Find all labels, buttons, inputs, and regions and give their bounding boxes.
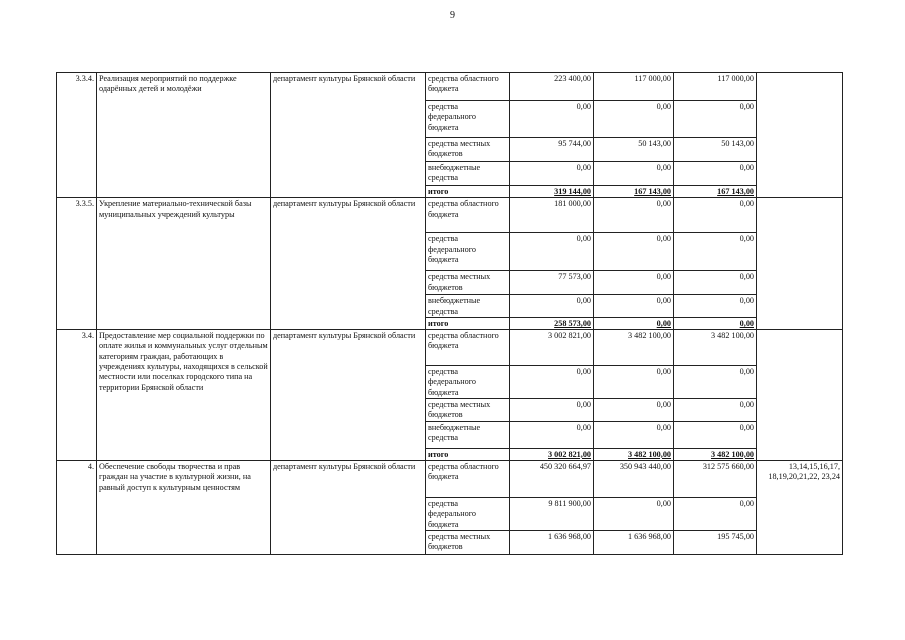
- amount-year-3: 0,00: [674, 421, 757, 448]
- amount-year-2: 0,00: [594, 317, 674, 329]
- item-executor: департамент культуры Брянской области: [271, 460, 426, 554]
- item-title: Реализация мероприятий по поддержке одарённых детей и молодёжи: [97, 73, 271, 198]
- amount-year-2: 1 636 968,00: [594, 530, 674, 554]
- item-code: 3.3.5.: [57, 198, 97, 330]
- amount-year-2: 3 482 100,00: [594, 330, 674, 366]
- amount-year-1: 3 002 821,00: [510, 330, 594, 366]
- funding-source-label: средства областного бюджета: [426, 73, 510, 101]
- funding-source-label: внебюджетные средства: [426, 421, 510, 448]
- funding-source-label: внебюджетные средства: [426, 295, 510, 318]
- amount-year-1: 258 573,00: [510, 317, 594, 329]
- funding-source-label: средства местных бюджетов: [426, 138, 510, 162]
- amount-year-3: 0,00: [674, 162, 757, 186]
- indicator-refs: [757, 198, 843, 330]
- funding-source-label: итого: [426, 448, 510, 460]
- funding-source-label: средства местных бюджетов: [426, 530, 510, 554]
- amount-year-2: 350 943 440,00: [594, 460, 674, 497]
- amount-year-2: 0,00: [594, 271, 674, 295]
- item-executor: департамент культуры Брянской области: [271, 73, 426, 198]
- amount-year-2: 0,00: [594, 101, 674, 138]
- amount-year-3: 0,00: [674, 233, 757, 271]
- table-row: [57, 73, 843, 101]
- amount-year-2: 3 482 100,00: [594, 448, 674, 460]
- amount-year-3: 3 482 100,00: [674, 448, 757, 460]
- amount-year-1: 9 811 900,00: [510, 497, 594, 530]
- funding-source-label: средства местных бюджетов: [426, 271, 510, 295]
- funding-source-label: средства федерального бюджета: [426, 233, 510, 271]
- funding-source-label: средства областного бюджета: [426, 198, 510, 233]
- amount-year-3: 0,00: [674, 497, 757, 530]
- amount-year-2: 0,00: [594, 233, 674, 271]
- budget-table: [56, 72, 843, 555]
- amount-year-1: 0,00: [510, 399, 594, 422]
- funding-source-label: внебюджетные средства: [426, 162, 510, 186]
- amount-year-2: 0,00: [594, 162, 674, 186]
- amount-year-3: 50 143,00: [674, 138, 757, 162]
- amount-year-3: 0,00: [674, 295, 757, 318]
- amount-year-1: 0,00: [510, 162, 594, 186]
- funding-source-label: средства местных бюджетов: [426, 399, 510, 422]
- amount-year-2: 167 143,00: [594, 186, 674, 198]
- indicator-refs: [757, 73, 843, 198]
- amount-year-1: 181 000,00: [510, 198, 594, 233]
- item-title: Обеспечение свободы творчества и прав граждан на участие в культурной жизни, на равный доступ к культурным ценностям: [97, 460, 271, 554]
- funding-source-label: средства федерального бюджета: [426, 101, 510, 138]
- amount-year-2: 0,00: [594, 497, 674, 530]
- amount-year-3: 0,00: [674, 101, 757, 138]
- amount-year-2: 50 143,00: [594, 138, 674, 162]
- amount-year-1: 0,00: [510, 295, 594, 318]
- amount-year-2: 0,00: [594, 295, 674, 318]
- amount-year-3: 0,00: [674, 366, 757, 399]
- amount-year-3: 3 482 100,00: [674, 330, 757, 366]
- amount-year-3: 167 143,00: [674, 186, 757, 198]
- item-code: 3.3.4.: [57, 73, 97, 198]
- amount-year-3: 0,00: [674, 399, 757, 422]
- item-title: Укрепление материально-технической базы муниципальных учреждений культуры: [97, 198, 271, 330]
- item-executor: департамент культуры Брянской области: [271, 198, 426, 330]
- amount-year-3: 117 000,00: [674, 73, 757, 101]
- amount-year-3: 0,00: [674, 271, 757, 295]
- amount-year-3: 0,00: [674, 198, 757, 233]
- funding-source-label: средства областного бюджета: [426, 330, 510, 366]
- table-row: [57, 460, 843, 497]
- amount-year-1: 319 144,00: [510, 186, 594, 198]
- item-code: 4.: [57, 460, 97, 554]
- amount-year-1: 0,00: [510, 233, 594, 271]
- amount-year-2: 0,00: [594, 399, 674, 422]
- amount-year-2: 117 000,00: [594, 73, 674, 101]
- amount-year-2: 0,00: [594, 198, 674, 233]
- indicator-refs: [757, 330, 843, 461]
- item-title: Предоставление мер социальной поддержки по оплате жилья и коммунальных услуг отдельным категориям граждан, работающих в учреждениях культуры, находящихся в сельской местности или поселках городского типа на территории Брянской области: [97, 330, 271, 461]
- amount-year-1: 223 400,00: [510, 73, 594, 101]
- funding-source-label: средства областного бюджета: [426, 460, 510, 497]
- indicator-refs: 13,14,15,16,17, 18,19,20,21,22, 23,24: [757, 460, 843, 554]
- item-code: 3.4.: [57, 330, 97, 461]
- page-number: 9: [450, 10, 455, 21]
- amount-year-3: 312 575 660,00: [674, 460, 757, 497]
- amount-year-1: 3 002 821,00: [510, 448, 594, 460]
- amount-year-1: 1 636 968,00: [510, 530, 594, 554]
- table-row: [57, 198, 843, 233]
- funding-source-label: итого: [426, 317, 510, 329]
- amount-year-2: 0,00: [594, 366, 674, 399]
- item-executor: департамент культуры Брянской области: [271, 330, 426, 461]
- amount-year-1: 77 573,00: [510, 271, 594, 295]
- amount-year-1: 0,00: [510, 421, 594, 448]
- amount-year-2: 0,00: [594, 421, 674, 448]
- amount-year-1: 95 744,00: [510, 138, 594, 162]
- funding-source-label: средства федерального бюджета: [426, 497, 510, 530]
- amount-year-3: 0,00: [674, 317, 757, 329]
- amount-year-1: 0,00: [510, 101, 594, 138]
- table-row: [57, 330, 843, 366]
- funding-source-label: итого: [426, 186, 510, 198]
- amount-year-1: 450 320 664,97: [510, 460, 594, 497]
- amount-year-1: 0,00: [510, 366, 594, 399]
- amount-year-3: 195 745,00: [674, 530, 757, 554]
- funding-source-label: средства федерального бюджета: [426, 366, 510, 399]
